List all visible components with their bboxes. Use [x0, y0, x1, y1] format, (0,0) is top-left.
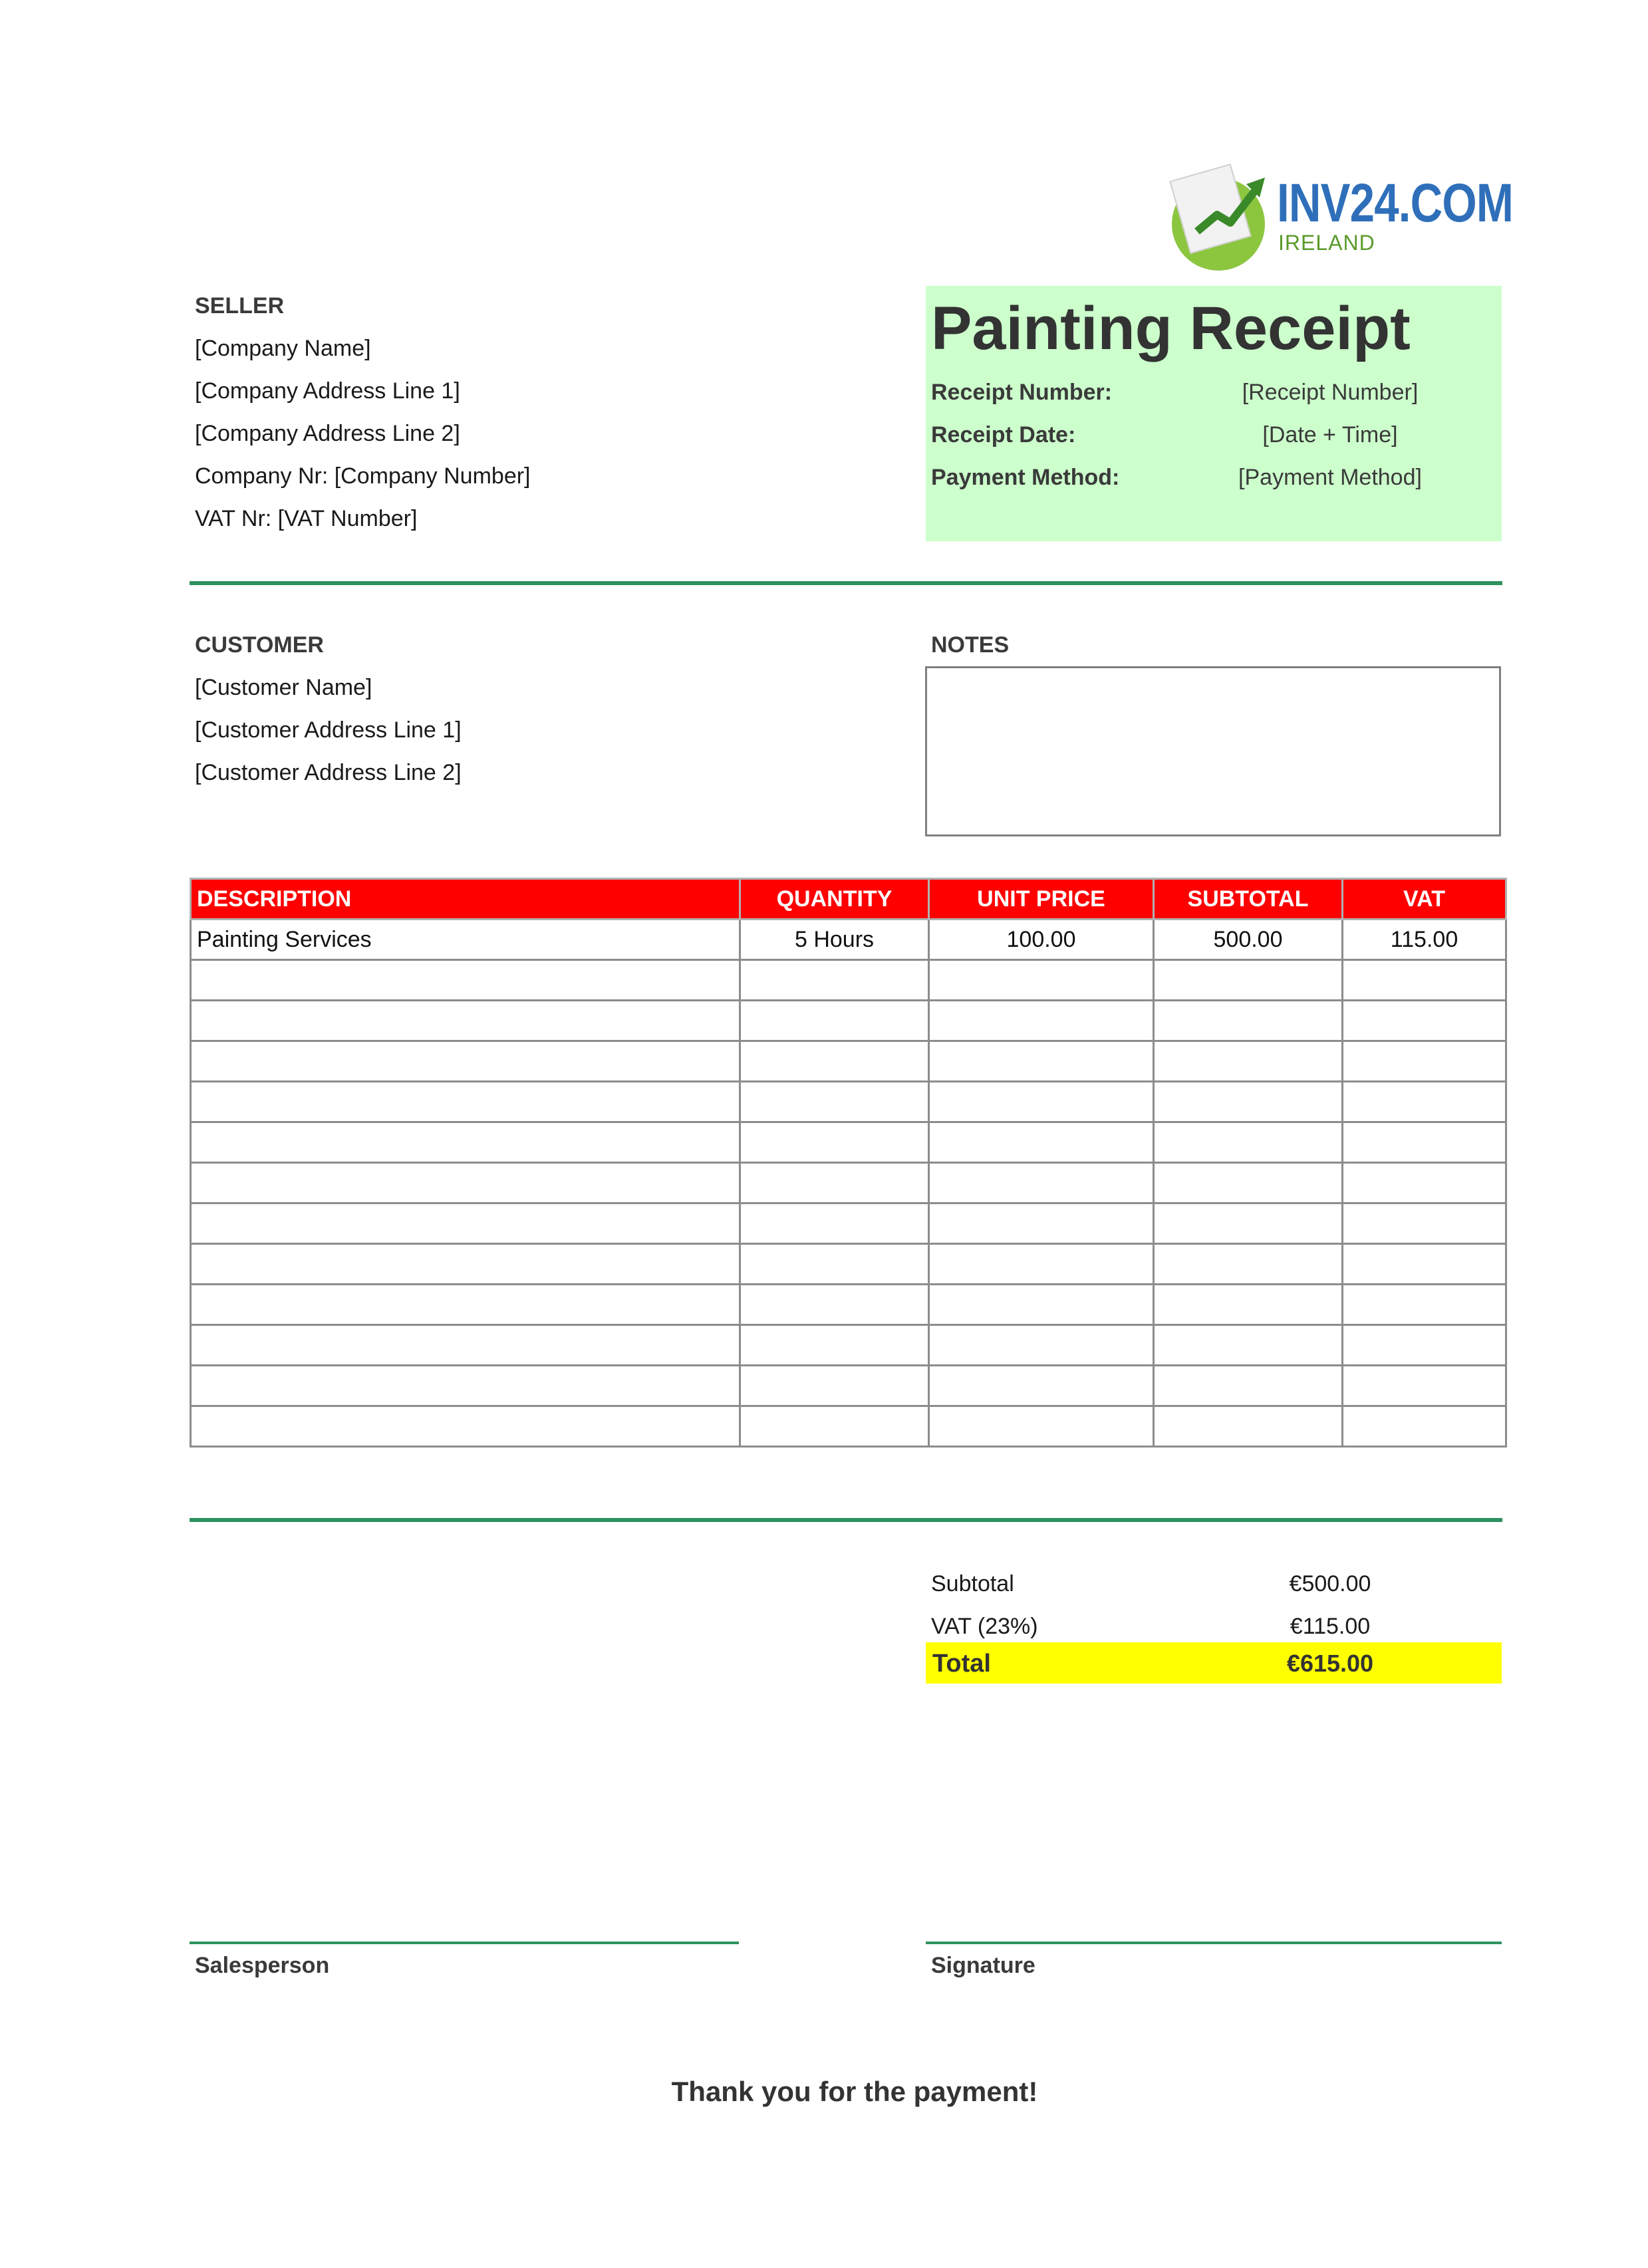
cell-unit-price	[929, 1244, 1154, 1285]
cell-description	[191, 1366, 740, 1406]
customer-address-line-1: [Customer Address Line 1]	[195, 717, 462, 743]
cell-vat	[1343, 1001, 1506, 1041]
seller-heading: SELLER	[195, 293, 285, 318]
cell-quantity: 5 Hours	[740, 920, 929, 960]
table-row	[191, 1406, 1506, 1447]
cell-unit-price	[929, 1285, 1154, 1325]
payment-method-label: Payment Method:	[931, 465, 1120, 490]
receipt-date-label: Receipt Date:	[931, 422, 1076, 447]
table-row	[191, 960, 1506, 1001]
cell-quantity	[740, 1122, 929, 1163]
cell-subtotal	[1154, 1406, 1343, 1447]
table-row	[191, 1285, 1506, 1325]
notes-box[interactable]	[925, 666, 1501, 836]
cell-vat	[1343, 1285, 1506, 1325]
cell-subtotal	[1154, 1244, 1343, 1285]
table-row	[191, 1325, 1506, 1366]
customer-address-line-2: [Customer Address Line 2]	[195, 760, 462, 785]
cell-description	[191, 1082, 740, 1122]
cell-subtotal	[1154, 1041, 1343, 1082]
cell-unit-price	[929, 1082, 1154, 1122]
cell-quantity	[740, 1001, 929, 1041]
cell-subtotal	[1154, 1325, 1343, 1366]
cell-description: Painting Services	[191, 920, 740, 960]
column-header-unit-price: UNIT PRICE	[929, 879, 1154, 920]
table-row	[191, 1163, 1506, 1203]
table-row	[191, 1001, 1506, 1041]
cell-quantity	[740, 1325, 929, 1366]
cell-quantity	[740, 1082, 929, 1122]
cell-description	[191, 1163, 740, 1203]
cell-vat	[1343, 1163, 1506, 1203]
cell-quantity	[740, 1406, 929, 1447]
cell-subtotal: 500.00	[1154, 920, 1343, 960]
cell-subtotal	[1154, 1122, 1343, 1163]
cell-quantity	[740, 1244, 929, 1285]
column-header-vat: VAT	[1343, 879, 1506, 920]
table-row	[191, 1244, 1506, 1285]
table-row	[191, 920, 1506, 960]
cell-subtotal	[1154, 1203, 1343, 1244]
cell-description	[191, 1203, 740, 1244]
cell-unit-price	[929, 1203, 1154, 1244]
column-header-quantity: QUANTITY	[740, 879, 929, 920]
cell-quantity	[740, 1366, 929, 1406]
cell-quantity	[740, 1163, 929, 1203]
cell-unit-price	[929, 1122, 1154, 1163]
cell-subtotal	[1154, 1366, 1343, 1406]
cell-vat	[1343, 1406, 1506, 1447]
cell-vat	[1343, 960, 1506, 1001]
logo-wordmark: INV24.COM	[1277, 173, 1514, 233]
cell-subtotal	[1154, 960, 1343, 1001]
seller-company-name: [Company Name]	[195, 336, 371, 361]
company-logo	[1164, 163, 1514, 263]
cell-quantity	[740, 1285, 929, 1325]
thank-you-message: Thank you for the payment!	[671, 2076, 1038, 2107]
table-row	[191, 1203, 1506, 1244]
section-divider	[190, 581, 1502, 585]
payment-method-value: [Payment Method]	[1238, 465, 1422, 490]
cell-unit-price: 100.00	[929, 920, 1154, 960]
cell-vat	[1343, 1366, 1506, 1406]
table-row	[191, 1082, 1506, 1122]
logo-region: IRELAND	[1278, 231, 1375, 255]
cell-quantity	[740, 1203, 929, 1244]
column-header-subtotal: SUBTOTAL	[1154, 879, 1343, 920]
cell-subtotal	[1154, 1082, 1343, 1122]
table-row	[191, 1041, 1506, 1082]
receipt-number-value: [Receipt Number]	[1242, 380, 1419, 405]
cell-vat	[1343, 1041, 1506, 1082]
cell-vat	[1343, 1244, 1506, 1285]
grand-total-value: €615.00	[1286, 1650, 1374, 1677]
grand-total-label: Total	[932, 1650, 991, 1678]
salesperson-label: Salesperson	[195, 1953, 330, 1978]
cell-description	[191, 1122, 740, 1163]
logo-growth-arrow-icon	[1190, 168, 1270, 248]
cell-description	[191, 1001, 740, 1041]
cell-quantity	[740, 1041, 929, 1082]
cell-unit-price	[929, 1163, 1154, 1203]
column-header-description: DESCRIPTION	[191, 879, 740, 920]
subtotal-label: Subtotal	[931, 1571, 1014, 1596]
cell-unit-price	[929, 1325, 1154, 1366]
cell-vat	[1343, 1122, 1506, 1163]
seller-company-number: Company Nr: [Company Number]	[195, 463, 531, 489]
cell-vat	[1343, 1082, 1506, 1122]
vat-total-value: €115.00	[1290, 1614, 1371, 1639]
seller-vat-number: VAT Nr: [VAT Number]	[195, 506, 418, 531]
section-divider	[190, 1518, 1502, 1522]
cell-description	[191, 1406, 740, 1447]
receipt-number-label: Receipt Number:	[931, 380, 1113, 405]
receipt-date-value: [Date + Time]	[1262, 422, 1398, 447]
seller-address-line-2: [Company Address Line 2]	[195, 421, 460, 446]
customer-heading: CUSTOMER	[195, 632, 324, 658]
cell-description	[191, 1325, 740, 1366]
customer-name: [Customer Name]	[195, 675, 372, 700]
cell-subtotal	[1154, 1285, 1343, 1325]
cell-vat	[1343, 1203, 1506, 1244]
table-row	[191, 1122, 1506, 1163]
notes-heading: NOTES	[931, 632, 1010, 658]
cell-description	[191, 1244, 740, 1285]
subtotal-value: €500.00	[1289, 1571, 1371, 1596]
cell-unit-price	[929, 1406, 1154, 1447]
cell-unit-price	[929, 1041, 1154, 1082]
table-row	[191, 1366, 1506, 1406]
receipt-title: Painting Receipt	[931, 295, 1411, 362]
seller-address-line-1: [Company Address Line 1]	[195, 378, 460, 404]
table-header-row	[191, 879, 1506, 920]
cell-description	[191, 1285, 740, 1325]
cell-quantity	[740, 960, 929, 1001]
signature-label: Signature	[931, 1953, 1035, 1978]
cell-vat	[1343, 1325, 1506, 1366]
vat-total-label: VAT (23%)	[931, 1614, 1038, 1639]
cell-subtotal	[1154, 1163, 1343, 1203]
cell-unit-price	[929, 1366, 1154, 1406]
signature-line	[926, 1942, 1502, 1944]
cell-description	[191, 1041, 740, 1082]
salesperson-line	[190, 1942, 739, 1944]
cell-unit-price	[929, 960, 1154, 1001]
items-table	[190, 878, 1507, 1448]
cell-description	[191, 960, 740, 1001]
cell-vat: 115.00	[1343, 920, 1506, 960]
cell-subtotal	[1154, 1001, 1343, 1041]
cell-unit-price	[929, 1001, 1154, 1041]
